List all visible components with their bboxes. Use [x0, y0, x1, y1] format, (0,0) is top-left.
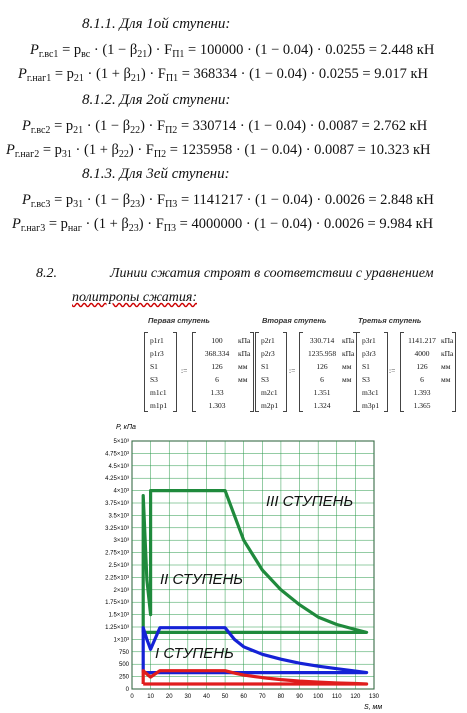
- stage2-unit-3: мм: [342, 375, 352, 384]
- stage1-unit-3: мм: [238, 375, 248, 384]
- x-tick-label: 80: [277, 694, 285, 700]
- stage1-symbols: [150, 334, 167, 412]
- stage3-value-5: 1.365: [413, 401, 431, 410]
- stage2-symbol-1: p2r3: [261, 349, 275, 358]
- stage1-symbol-0: p1r1: [150, 336, 164, 345]
- x-tick-label: 120: [350, 694, 361, 700]
- x-axis-ticks: [130, 694, 379, 700]
- y-tick-label: 0: [125, 687, 129, 693]
- stage3-value-4: 1.393: [413, 388, 431, 397]
- section-text-line-1: Линии сжатия строят в соответствии с уравнением: [110, 266, 434, 281]
- x-tick-label: 70: [258, 694, 266, 700]
- y-tick-label: 4.5×10³: [108, 463, 129, 470]
- y-axis-label: P, кПа: [116, 424, 136, 431]
- stage1-value-3: 6: [215, 375, 219, 384]
- section-text-line-2: политропы сжатия:: [72, 290, 197, 305]
- stage3-symbol-1: p3r3: [362, 349, 376, 358]
- y-tick-label: 4.25×10³: [105, 476, 129, 483]
- y-tick-label: 2.25×10³: [105, 575, 129, 582]
- stage3-values: [403, 334, 441, 412]
- stage2-symbol-3: S3: [261, 375, 269, 384]
- y-tick-label: 3.25×10³: [105, 525, 129, 532]
- stage2-value-5: 1.324: [313, 401, 331, 410]
- stage3-matrix-header: Третья ступень: [358, 316, 422, 325]
- y-tick-label: 3.5×10³: [108, 513, 129, 520]
- stage3-value-2: 126: [416, 362, 428, 371]
- equation-6: $P_{г.наг3} = p_{наг} \cdot (1 + \beta_{23}) \cdot F_{П3} = 4000000 \cdot (1 - 0.04) \cdot 0.0026 = 9.984$ кН: [12, 216, 434, 234]
- stage2-symbol-0: p2r1: [261, 336, 275, 345]
- assign-operator-3: :=: [389, 366, 396, 375]
- stage3-symbol-4: m3c1: [362, 388, 379, 397]
- y-tick-label: 250: [118, 674, 129, 681]
- equation-1: $P_{г.вс1} = p_{вс} \cdot (1 - \beta_{21}) \cdot F_{П1} = 100000 \cdot (1 - 0.04) \cdot 0.0255 = 2.448$ кН: [30, 42, 435, 60]
- stage2-unit-0: кПа: [342, 336, 355, 345]
- stage1-symbol-2: S1: [150, 362, 158, 371]
- stage3-symbol-3: S3: [362, 375, 370, 384]
- stage1-value-4: 1.33: [210, 388, 224, 397]
- x-tick-label: 0: [130, 694, 134, 700]
- equation-3: $P_{г.вс2} = p_{21} \cdot (1 - \beta_{22}) \cdot F_{П2} = 330714 \cdot (1 - 0.04) \cdot 0.0087 = 2.762$ кН: [22, 118, 428, 136]
- y-tick-label: 3×10³: [113, 538, 129, 545]
- y-tick-label: 750: [118, 649, 129, 656]
- equation-4: $P_{г.наг2} = p_{31} \cdot (1 + \beta_{22}) \cdot F_{П2} = 1235958 \cdot (1 - 0.04) \cdot 0.0087 = 10.323$ кН: [6, 142, 431, 160]
- stage3-heading: 8.1.3. Для 3ей ступени:: [82, 166, 230, 182]
- y-tick-label: 2.75×10³: [105, 550, 129, 557]
- y-tick-label: 1×10³: [113, 637, 129, 644]
- stage3-symbol-5: m3p1: [362, 401, 380, 410]
- assign-operator: :=: [181, 366, 188, 375]
- stage3-value-0: 1141.217: [408, 336, 436, 345]
- stage2-symbol-4: m2c1: [261, 388, 278, 397]
- equation-2: $P_{г.наг1} = p_{21} \cdot (1 + \beta_{21}) \cdot F_{П1} = 368334 \cdot (1 - 0.04) \cdot 0.0255 = 9.017$ кН: [18, 66, 428, 84]
- y-tick-label: 1.25×10³: [105, 625, 129, 631]
- stage3-symbols: [362, 334, 379, 412]
- stage2-heading: 8.1.2. Для 2ой ступени:: [82, 92, 231, 108]
- x-tick-label: 130: [368, 694, 380, 700]
- equation-5: $P_{г.вс3} = p_{31} \cdot (1 - \beta_{23}) \cdot F_{П3} = 1141217 \cdot (1 - 0.04) \cdot 0.0026 = 2.848$ кН: [22, 192, 434, 210]
- stage3-symbol-0: p3r1: [362, 336, 376, 345]
- stage2-symbols: [261, 334, 278, 412]
- x-axis-label: S, мм: [364, 704, 383, 711]
- y-tick-label: 500: [118, 662, 129, 669]
- stage2-values: [302, 334, 342, 412]
- stage2-unit-2: мм: [342, 362, 352, 371]
- stage1-heading: 8.1.1. Для 1ой ступени:: [82, 16, 231, 32]
- x-tick-label: 60: [240, 694, 248, 700]
- stage1-symbol-3: S3: [150, 375, 158, 384]
- stage1-unit-5: [238, 399, 250, 412]
- x-tick-label: 30: [184, 694, 192, 700]
- y-tick-label: 2.5×10³: [108, 563, 129, 569]
- y-tick-label: 1.5×10³: [108, 612, 129, 619]
- stage1-unit-2: мм: [238, 362, 248, 371]
- y-axis-ticks: [105, 439, 130, 693]
- y-tick-label: 4.75×10³: [105, 451, 129, 458]
- stage1-unit-4: [238, 386, 250, 399]
- stage3-value-3: 6: [420, 375, 424, 384]
- stage1-symbol-5: m1p1: [150, 401, 168, 410]
- stage2-value-4: 1.351: [313, 388, 331, 397]
- stage3-unit-0: кПа: [441, 336, 454, 345]
- stage3-unit-3: мм: [441, 375, 451, 384]
- x-tick-label: 40: [203, 694, 210, 700]
- y-tick-label: 1.75×10³: [105, 600, 129, 607]
- x-tick-label: 20: [165, 694, 173, 700]
- stage2-label: II СТУПЕНЬ: [160, 571, 244, 588]
- stage1-value-5: 1.303: [208, 401, 226, 410]
- stage2-value-2: 126: [316, 362, 328, 371]
- x-tick-label: 100: [313, 694, 324, 700]
- x-tick-label: 10: [147, 694, 154, 700]
- x-tick-label: 90: [296, 694, 303, 700]
- stage1-label: I СТУПЕНЬ: [155, 645, 234, 662]
- stage2-matrix-header: Вторая ступень: [262, 316, 327, 325]
- stage1-symbol-1: p1r3: [150, 349, 164, 358]
- stage1-values: [198, 334, 236, 412]
- stage2-value-0: 330.714: [309, 336, 335, 345]
- y-tick-label: 5×10³: [113, 439, 129, 445]
- stage2-symbol-2: S1: [261, 362, 269, 371]
- stage1-value-1: 368.334: [204, 349, 230, 358]
- stage1-unit-1: кПа: [238, 349, 251, 358]
- stage1-value-0: 100: [211, 336, 223, 345]
- x-tick-label: 110: [331, 694, 342, 700]
- stage3-symbol-2: S1: [362, 362, 370, 371]
- y-tick-label: 4×10³: [113, 488, 129, 495]
- stage1-units: [238, 334, 250, 412]
- y-tick-label: 2×10³: [113, 587, 129, 594]
- stage2-value-3: 6: [320, 375, 324, 384]
- stage3-label: III СТУПЕНЬ: [266, 493, 354, 510]
- section-number: 8.2.: [36, 266, 57, 281]
- stage2-value-1: 1235.958: [307, 349, 337, 358]
- y-tick-label: 3.75×10³: [105, 501, 129, 507]
- stage2-symbol-5: m2p1: [261, 401, 279, 410]
- stage3-value-1: 4000: [414, 349, 430, 358]
- stage1-unit-0: кПа: [238, 336, 251, 345]
- assign-operator-2: :=: [289, 366, 296, 375]
- pv-diagram-chart: [0, 413, 467, 713]
- stage2-unit-1: кПа: [342, 349, 355, 358]
- stage3-unit-1: кПа: [441, 349, 454, 358]
- x-tick-label: 50: [221, 694, 229, 700]
- stage3-unit-2: мм: [441, 362, 451, 371]
- stage1-symbol-4: m1c1: [150, 388, 167, 397]
- stage1-matrix-header: Первая ступень: [148, 316, 210, 325]
- stage1-value-2: 126: [211, 362, 223, 371]
